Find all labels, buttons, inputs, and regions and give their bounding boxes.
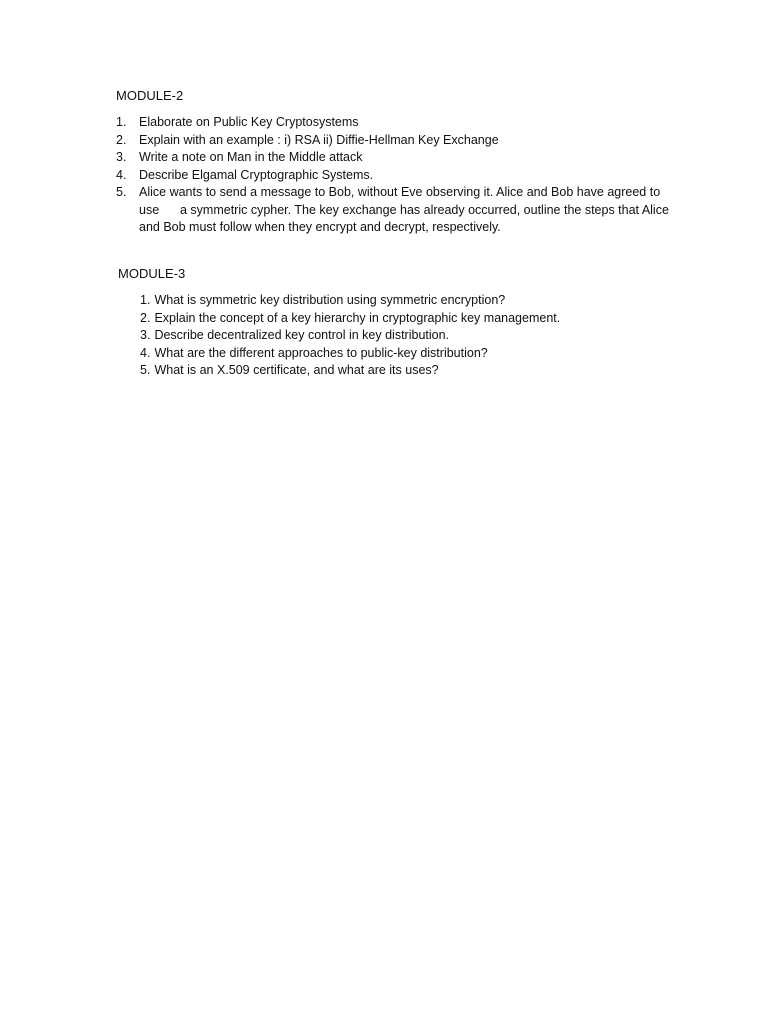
item-number: 3. (140, 328, 151, 342)
item-text: Describe decentralized key control in key distribution. (154, 328, 450, 342)
list-item (140, 327, 680, 345)
item-number: 1. (140, 293, 151, 307)
module-2-heading: MODULE-2 (116, 88, 184, 103)
item-number: 2. (140, 310, 151, 325)
item-text: Write a note on Man in the Middle attack (139, 150, 363, 164)
item-text: What are the different approaches to public-key distribution? (154, 345, 488, 360)
item-number: 4. (116, 167, 127, 182)
module-3-question-list (140, 292, 680, 380)
list-item (116, 114, 676, 132)
item-text: Explain with an example : i) RSA ii) Diffie-Hellman Key Exchange (139, 132, 499, 147)
item-text: What is symmetric key distribution using symmetric encryption? (154, 293, 506, 307)
item-number: 4. (140, 345, 151, 360)
module-2-question-list (116, 114, 676, 237)
item-text: Alice wants to send a message to Bob, without Eve observing it. Alice and Bob have agreed to use a symmetric cypher. The key exchange has already occurred, outline the steps that Alice and Bob must follow when they encrypt and decrypt, respectively. (139, 185, 673, 234)
item-text: What is an X.509 certificate, and what are its uses? (154, 363, 439, 377)
item-text: Elaborate on Public Key Cryptosystems (139, 115, 359, 129)
item-number: 1. (116, 115, 127, 129)
list-item (116, 167, 676, 185)
item-text: Describe Elgamal Cryptographic Systems. (139, 167, 374, 182)
item-text: Explain the concept of a key hierarchy in cryptographic key management. (154, 310, 561, 325)
list-item (140, 345, 680, 363)
list-item (140, 310, 680, 328)
list-item (116, 184, 676, 237)
item-number: 5. (116, 185, 127, 199)
module-3-heading: MODULE-3 (118, 266, 186, 281)
list-item (116, 132, 676, 150)
item-number: 3. (116, 150, 127, 164)
list-item (116, 149, 676, 167)
item-number: 5. (140, 363, 151, 377)
list-item (140, 292, 680, 310)
item-number: 2. (116, 132, 127, 147)
list-item (140, 362, 680, 380)
